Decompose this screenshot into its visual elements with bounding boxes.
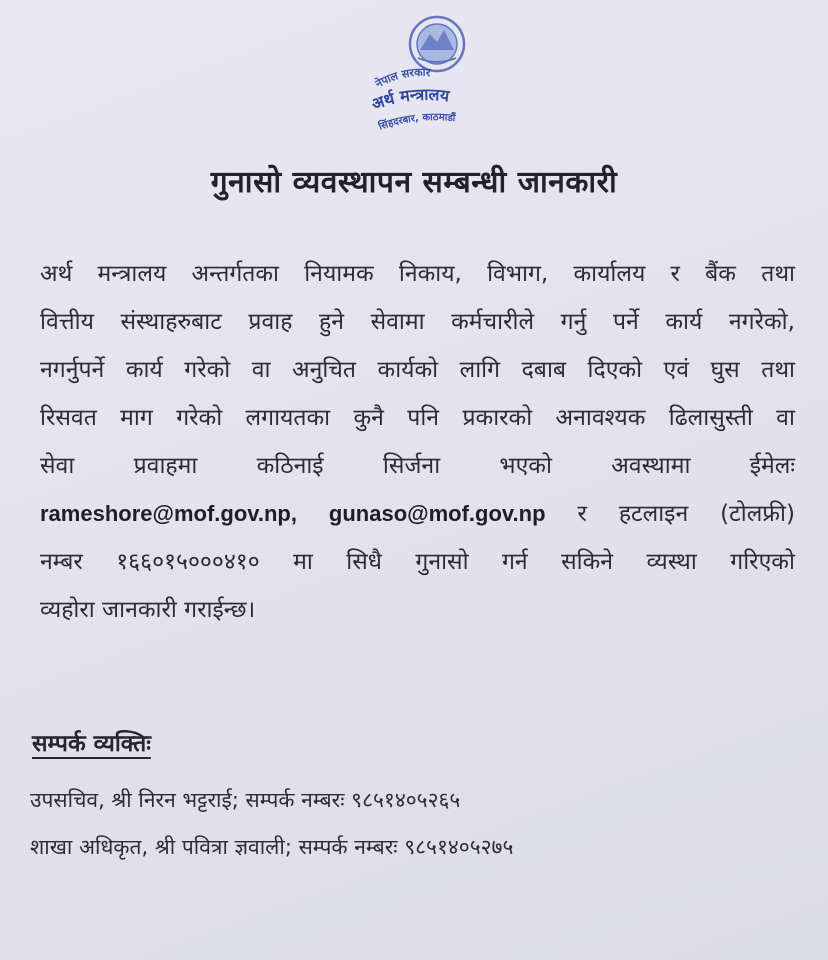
word: वा: [776, 405, 795, 431]
word: (टोलफ्री): [720, 501, 795, 527]
word: र: [670, 261, 680, 287]
word: नम्बर: [40, 549, 83, 575]
body-line-2: [40, 298, 795, 346]
word: तथा: [761, 261, 795, 287]
body-line-6: [40, 490, 795, 538]
email-gunaso[interactable]: gunaso@mof.gov.np: [328, 501, 546, 526]
seal-line-2: अर्थ मन्त्रालय: [368, 84, 451, 114]
word: अनावश्यक: [555, 405, 646, 431]
word: एवं: [663, 357, 690, 383]
word: निकाय,: [398, 261, 462, 287]
word: घुस: [710, 357, 740, 383]
word: रिसवत: [40, 405, 97, 431]
word: अर्थ: [40, 261, 73, 287]
word: हुने: [319, 309, 344, 335]
word: मा: [293, 549, 313, 575]
word: दिएको: [587, 357, 643, 383]
word: गरेको: [176, 405, 223, 431]
word: कठिनाई: [256, 453, 324, 479]
national-emblem-icon: [410, 17, 464, 71]
contact-person-1: उपसचिव, श्री निरन भट्टराई; सम्पर्क नम्बरः ९८५१४०५२६५: [30, 788, 461, 812]
ministry-seal-stamp: [360, 6, 490, 136]
email-rameshore[interactable]: rameshore@mof.gov.np,: [40, 501, 297, 526]
word: गरिएको: [730, 549, 795, 575]
body-line-8: [40, 586, 795, 634]
word: नगर्नुपर्ने: [40, 357, 105, 383]
seal-line-1: नेपाल सरकार: [373, 65, 431, 91]
word: कार्यालय: [573, 261, 646, 287]
word: हटलाइन: [618, 501, 689, 527]
word: अनुचित: [292, 357, 357, 383]
word: सकिने: [561, 549, 614, 575]
word: पर्ने: [612, 309, 639, 335]
word: नगरेको,: [728, 309, 795, 335]
word: कार्य: [665, 309, 703, 335]
word: लगायतका: [245, 405, 331, 431]
word: कुनै: [353, 405, 384, 431]
body-line-4: [40, 394, 795, 442]
word: तथा: [761, 357, 795, 383]
word: वा: [251, 357, 271, 383]
word: दबाब: [521, 357, 567, 383]
word: प्रवाह: [248, 309, 293, 335]
body-line-3: [40, 346, 795, 394]
word: सेवामा: [370, 309, 425, 335]
word: प्रवाहमा: [133, 453, 198, 479]
word: सिधै: [346, 549, 382, 575]
word: वित्तीय: [40, 309, 94, 335]
word: अवस्थामा: [611, 453, 691, 479]
closing-sentence: व्यहोरा जानकारी गराईन्छ।: [40, 597, 256, 623]
word: र: [577, 501, 587, 527]
word: भएको: [499, 453, 552, 479]
word: प्रकारको: [462, 405, 533, 431]
body-line-1: [40, 250, 795, 298]
hotline-number: १६६०१५०००४१०: [116, 549, 260, 575]
word: माग: [120, 405, 153, 431]
word: अन्तर्गतका: [191, 261, 279, 287]
word: पनि: [407, 405, 440, 431]
word: कार्य: [125, 357, 163, 383]
seal-line-3: सिंहदरबार, काठमाडौं: [377, 112, 456, 133]
body-line-7: [40, 538, 795, 586]
word: लागि: [459, 357, 501, 383]
word: नियामक: [304, 261, 374, 287]
word: गर्न: [501, 549, 528, 575]
contact-person-2: शाखा अधिकृत, श्री पवित्रा ज्ञवाली; सम्पर्क नम्बरः ९८५१४०५२७५: [30, 835, 514, 859]
contact-heading: सम्पर्क व्यक्तिः: [32, 731, 151, 757]
page-title: गुनासो व्यवस्थापन सम्बन्धी जानकारी: [210, 165, 618, 200]
word: गर्नु: [560, 309, 587, 335]
word: व्यस्था: [646, 549, 697, 575]
word: कार्यको: [377, 357, 439, 383]
word: मन्त्रालय: [97, 261, 167, 287]
word: सेवा: [40, 453, 75, 479]
word: बैंक: [705, 261, 736, 287]
word: कर्मचारीले: [451, 309, 535, 335]
word: सिर्जना: [382, 453, 441, 479]
notice-body: [40, 250, 795, 634]
word: ढिलासुस्ती: [668, 405, 753, 431]
body-line-5: [40, 442, 795, 490]
word: गरेको: [184, 357, 231, 383]
word: गुनासो: [415, 549, 469, 575]
word: ईमेलः: [749, 453, 795, 479]
word: विभाग,: [487, 261, 549, 287]
word: संस्थाहरुबाट: [120, 309, 222, 335]
